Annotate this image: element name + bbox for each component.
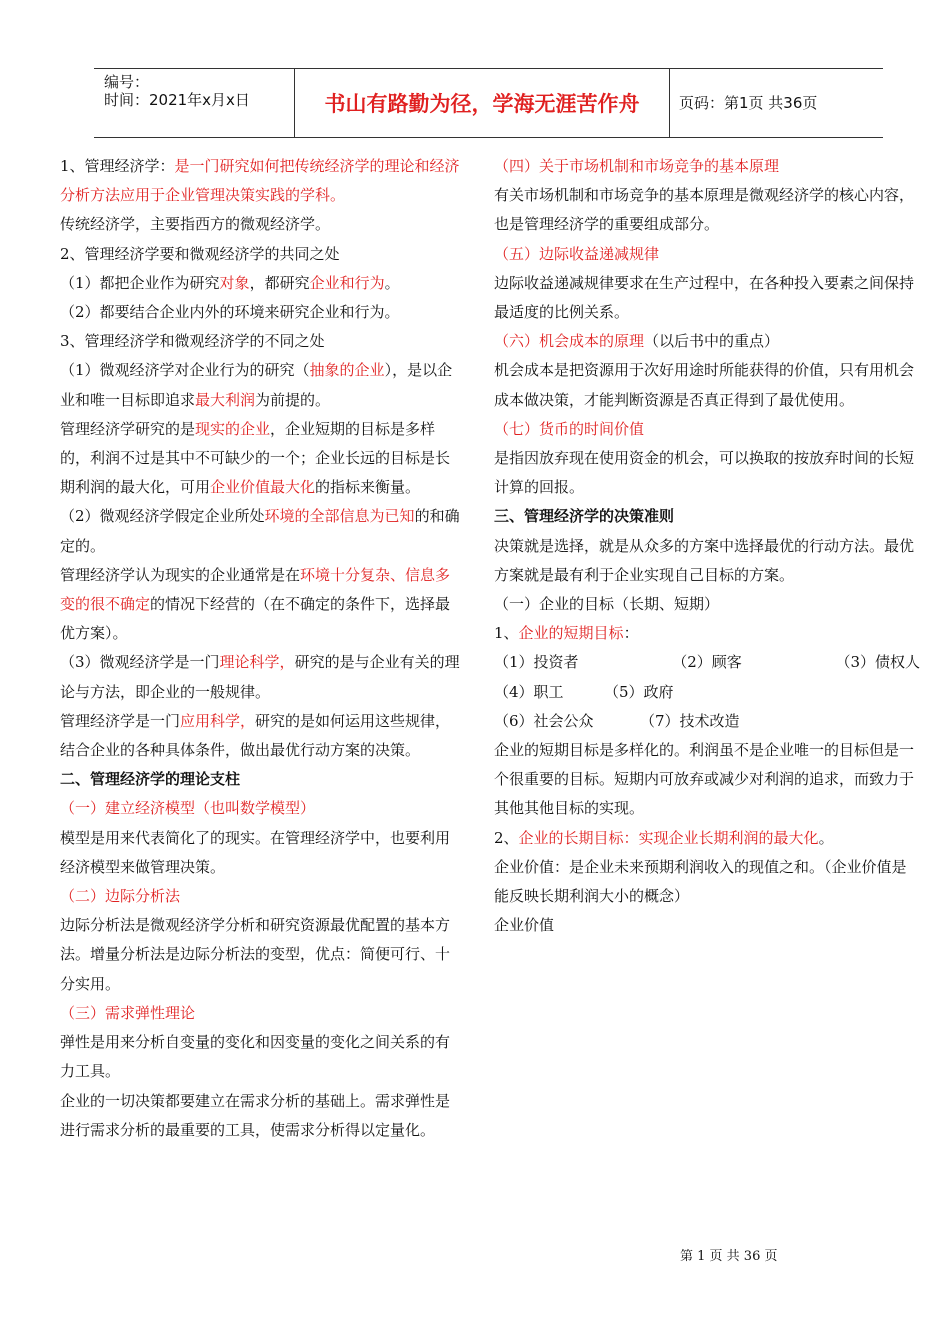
paragraph: 机会成本是把资源用于次好用途时所能获得的价值，只有用机会成本做决策，才能判断资源是否真正得到了最优使用。 xyxy=(494,361,915,409)
paragraph: 企业价值：是企业未来预期利润收入的现值之和。（企业价值是能反映长期利润大小的概念） xyxy=(494,857,907,906)
paragraph: 企业的一切决策都要建立在需求分析的基础上。需求弹性是进行需求分析的最重要的工具，使需求分析得以定量化。 xyxy=(60,1091,451,1139)
paragraph: 有关市场机制和市场竞争的基本原理是微观经济学的核心内容，也是管理经济学的重要组成部分。 xyxy=(494,186,915,234)
left-column xyxy=(60,152,460,1145)
paragraph: （3）微观经济学是一门理论科学，研究的是与企业有关的理论与方法，即企业的一般规律。 xyxy=(60,653,460,701)
motto: 书山有路勤为径，学海无涯苦作舟 xyxy=(324,92,640,116)
subsection-heading: （七）货币的时间价值 xyxy=(494,419,645,438)
section-heading: 三、管理经济学的决策准则 xyxy=(494,507,675,526)
paragraph: 传统经济学，主要指西方的微观经济学。 xyxy=(60,215,331,234)
list-item: （2）顾客 xyxy=(672,653,742,672)
page-info: 页码：第1页 共36页 xyxy=(679,94,818,112)
paragraph: 管理经济学认为现实的企业通常是在环境十分复杂、信息多变的很不确定的情况下经营的（在不确定的条件下，选择最优方案）。 xyxy=(60,565,451,643)
paragraph: 管理经济学研究的是现实的企业，企业短期的目标是多样的，利润不过是其中不可缺少的一个；企业长远的目标是长期利润的最大化，可用企业价值最大化的指标来衡量。 xyxy=(60,419,451,497)
list-item: （3）债权人 xyxy=(835,653,920,672)
paragraph: （1）微观经济学对企业行为的研究（抽象的企业），是以企业和唯一目标即追求最大利润为前提的。 xyxy=(60,361,453,409)
short-goal-heading: 1、企业的短期目标： xyxy=(494,624,639,643)
subsection-heading: （一）建立经济模型（也叫数学模型） xyxy=(60,799,316,818)
subsection-heading: （五）边际收益递减规律 xyxy=(494,244,660,263)
paragraph: 企业价值 xyxy=(494,916,555,935)
paragraph: 边际分析法是微观经济学分析和研究资源最优配置的基本方法。增量分析法是边际分析法的变型，优点：简便可行、十分实用。 xyxy=(60,916,451,993)
section-heading: 3、管理经济学和微观经济学的不同之处 xyxy=(60,332,325,351)
subsection-heading: （四）关于市场机制和市场竞争的基本原理 xyxy=(494,157,780,175)
paragraph: 弹性是用来分析自变量的变化和因变量的变化之间关系的有力工具。 xyxy=(60,1033,451,1081)
list-item: （7）技术改造 xyxy=(640,711,740,730)
paragraph: 边际收益递减规律要求在生产过程中，在各种投入要素之间保持最适度的比例关系。 xyxy=(494,273,915,322)
list-item: （1）投资者 xyxy=(494,653,579,672)
subsection-heading: （二）边际分析法 xyxy=(60,887,181,906)
subsection-heading: （六）机会成本的原理（以后书中的重点） xyxy=(494,332,780,351)
long-goal-heading: 2、企业的长期目标：实现企业长期利润的最大化。 xyxy=(494,828,834,847)
header-page-cell xyxy=(669,69,883,137)
paragraph: 是指因放弃现在使用资金的机会，可以换取的按放弃时间的长短计算的回报。 xyxy=(494,449,915,497)
stakeholder-row xyxy=(494,678,920,707)
list-item: （5）政府 xyxy=(604,682,674,701)
goal-heading: （一）企业的目标（长期、短期） xyxy=(494,595,720,614)
paragraph: 决策就是选择，就是从众多的方案中选择最优的行动方法。最优方案就是最有利于企业实现自己目标的方案。 xyxy=(494,536,915,584)
right-column xyxy=(494,152,920,940)
paragraph: 模型是用来代表简化了的现实。在管理经济学中，也要利用经济模型来做管理决策。 xyxy=(60,828,451,876)
number-label: 编号： xyxy=(104,73,150,91)
paragraph: 管理经济学是一门应用科学，研究的是如何运用这些规律，结合企业的各种具体条件，做出最优行动方案的决策。 xyxy=(60,711,451,760)
header-motto-cell xyxy=(294,69,670,137)
page-header xyxy=(94,68,883,138)
stakeholder-row xyxy=(494,707,920,736)
section-heading: 二、管理经济学的理论支柱 xyxy=(60,770,241,789)
definition-paragraph: 1、管理经济学：是一门研究如何把传统经济学的理论和经济分析方法应用于企业管理决策实践的学科。 xyxy=(60,157,460,205)
paragraph: （1）都把企业作为研究对象，都研究企业和行为。 xyxy=(60,273,400,292)
time-label: 时间：2021年x月x日 xyxy=(104,91,250,109)
page-footer: 第 1 页 共 36 页 xyxy=(680,1249,778,1264)
paragraph: （2）微观经济学假定企业所处环境的全部信息为已知的和确定的。 xyxy=(60,507,460,555)
paragraph: 企业的短期目标是多样化的。利润虽不是企业唯一的目标但是一个很重要的目标。短期内可放弃或减少对利润的追求，而致力于其他其他目标的实现。 xyxy=(494,741,915,818)
list-item: （4）职工 xyxy=(494,682,564,701)
list-item: （6）社会公众 xyxy=(494,711,594,730)
stakeholder-row xyxy=(494,648,920,677)
paragraph: （2）都要结合企业内外的环境来研究企业和行为。 xyxy=(60,303,400,322)
subsection-heading: （三）需求弹性理论 xyxy=(60,1003,196,1022)
header-meta xyxy=(94,69,294,137)
section-heading: 2、管理经济学要和微观经济学的共同之处 xyxy=(60,244,340,263)
